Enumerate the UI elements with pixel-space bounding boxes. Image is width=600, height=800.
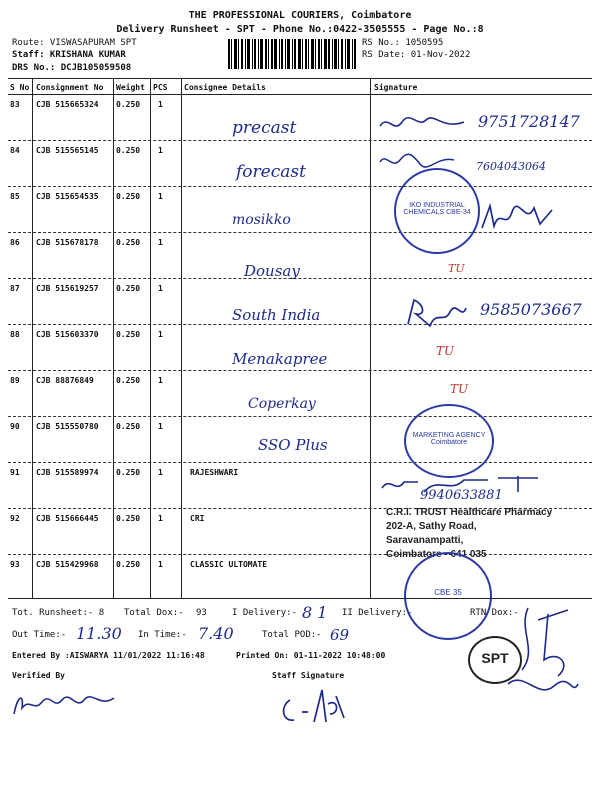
- row-weight: 0.250: [116, 192, 141, 201]
- signature-initials: TU: [436, 344, 455, 358]
- i-delivery-value: 8 1: [302, 603, 328, 622]
- barcode: [228, 39, 356, 69]
- staff-signature: [278, 684, 348, 732]
- row-consignment-no: CJB 515654535: [36, 192, 99, 201]
- row-pcs: 1: [158, 560, 163, 569]
- row-sno: 92: [10, 514, 20, 523]
- row-pcs: 1: [158, 192, 163, 201]
- signature-phone: 9940633881: [420, 488, 503, 503]
- stamp-text: MARKETING AGENCY Coimbatore: [412, 432, 486, 446]
- row-weight: 0.250: [116, 100, 141, 109]
- row-consignment-no: CJB 515619257: [36, 284, 99, 293]
- handwritten-consignee: Dousay: [244, 262, 300, 280]
- handwritten-consignee: Menakapree: [232, 350, 328, 368]
- col-divider: [113, 78, 114, 598]
- row-consignee: RAJESHWARI: [190, 468, 239, 477]
- row-consignment-no: CJB 515666445: [36, 514, 99, 523]
- row-weight: 0.250: [116, 146, 141, 155]
- row-weight: 0.250: [116, 514, 141, 523]
- row-weight: 0.250: [116, 560, 141, 569]
- row-divider: [8, 186, 592, 187]
- marketing-agency-stamp: [404, 404, 494, 478]
- row-pcs: 1: [158, 330, 163, 339]
- col-divider: [32, 78, 33, 598]
- row-pcs: 1: [158, 284, 163, 293]
- row-pcs: 1: [158, 238, 163, 247]
- total-pod-value: 69: [330, 626, 350, 644]
- stamp-line: Saravanampatti,: [386, 535, 464, 546]
- row-sno: 93: [10, 560, 20, 569]
- drs-number: DRS No.: DCJB105059508: [12, 63, 132, 73]
- printed-on: Printed On: 01-11-2022 10:48:00: [236, 651, 386, 660]
- in-time-value: 7.40: [198, 624, 234, 643]
- total-dox-label: Total Dox:-: [124, 608, 184, 618]
- rs-date: RS Date: 01-Nov-2022: [362, 50, 471, 60]
- entered-by: Entered By :AISWARYA 11/01/2022 11:16:48: [12, 651, 205, 660]
- verifier-signature: [10, 688, 120, 726]
- row-consignment-no: CJB 515665324: [36, 100, 99, 109]
- row-pcs: 1: [158, 422, 163, 431]
- staff-signature-label: Staff Signature: [272, 671, 345, 680]
- col-header-signature: Signature: [374, 83, 418, 92]
- row-consignment-no: CJB 515589974: [36, 468, 99, 477]
- table-top-rule: [8, 78, 592, 79]
- row-pcs: 1: [158, 468, 163, 477]
- stamp-line: 202-A, Sathy Road,: [386, 521, 477, 532]
- rs-number: RS No.: 1050595: [362, 38, 444, 48]
- stamp-line: Coimbatore - 641 035: [386, 549, 487, 560]
- row-sno: 87: [10, 284, 20, 293]
- total-pod-label: Total POD:-: [262, 630, 322, 640]
- signature-phone: 9585073667: [480, 300, 582, 319]
- col-divider: [150, 78, 151, 598]
- signature-phone: 9751728147: [478, 112, 580, 131]
- stamp-line: C.R.I. TRUST Healthcare Pharmacy: [386, 507, 553, 518]
- row-divider: [8, 140, 592, 141]
- signature-initials: TU: [450, 382, 469, 396]
- i-delivery-label: I Delivery:-: [232, 608, 298, 618]
- row-pcs: 1: [158, 514, 163, 523]
- out-time-value: 11.30: [76, 624, 122, 643]
- staff-label: Staff: KRISHANA KUMAR: [12, 50, 126, 60]
- row-sno: 86: [10, 238, 20, 247]
- col-header-weight: Weight: [116, 83, 145, 92]
- header-bottom-rule: [8, 94, 592, 95]
- stamp-text: IKO INDUSTRIAL CHEMICALS CBE-34: [403, 202, 471, 216]
- row-sno: 91: [10, 468, 20, 477]
- col-divider: [370, 78, 371, 598]
- company-name: THE PROFESSIONAL COURIERS, Coimbatore: [188, 10, 412, 21]
- signature-phone: 7604043064: [476, 160, 546, 173]
- route-label: Route: VISWASAPURAM SPT: [12, 38, 137, 48]
- col-header-consignee: Consignee Details: [184, 83, 266, 92]
- signature-scribble: [378, 112, 468, 140]
- signature-scribble: [478, 200, 558, 238]
- stamp-text: CBE 35: [434, 588, 462, 597]
- cbe-stamp: [404, 552, 492, 640]
- handwritten-consignee: mosikko: [232, 212, 291, 228]
- handwritten-consignee: SSO Plus: [258, 436, 328, 454]
- row-sno: 90: [10, 422, 20, 431]
- industrial-chemicals-stamp: [394, 168, 480, 254]
- total-dox-value: 93: [196, 608, 207, 618]
- row-pcs: 1: [158, 100, 163, 109]
- row-consignment-no: CJB 515550780: [36, 422, 99, 431]
- verified-by-label: Verified By: [12, 671, 65, 680]
- row-sno: 84: [10, 146, 20, 155]
- row-weight: 0.250: [116, 376, 141, 385]
- row-consignment-no: CJB 88876849: [36, 376, 94, 385]
- handwritten-consignee: South India: [232, 306, 321, 324]
- row-consignment-no: CJB 515429968: [36, 560, 99, 569]
- col-header-pcs: PCS: [153, 83, 168, 92]
- handwritten-consignee: precast: [232, 118, 297, 138]
- row-sno: 83: [10, 100, 20, 109]
- signature-initials: TU: [448, 262, 465, 275]
- row-pcs: 1: [158, 376, 163, 385]
- row-divider: [8, 324, 592, 325]
- totals-rule: [8, 598, 592, 599]
- out-time-label: Out Time:-: [12, 630, 67, 640]
- row-consignee: CRI: [190, 514, 205, 523]
- row-consignee: CLASSIC ULTOMATE: [190, 560, 268, 569]
- row-weight: 0.250: [116, 468, 141, 477]
- right-margin-signature: [498, 600, 582, 714]
- row-divider: [8, 416, 592, 417]
- col-divider: [181, 78, 182, 598]
- col-header-consignment: Consignment No: [36, 83, 104, 92]
- in-time-label: In Time:-: [138, 630, 187, 640]
- row-consignment-no: CJB 515603370: [36, 330, 99, 339]
- row-pcs: 1: [158, 146, 163, 155]
- row-sno: 85: [10, 192, 20, 201]
- total-runsheet: Tot. Runsheet:- 8: [12, 608, 105, 618]
- row-divider: [8, 278, 592, 279]
- col-header-sno: S No: [10, 83, 30, 92]
- handwritten-consignee: Coperkay: [248, 396, 316, 412]
- row-divider: [8, 370, 592, 371]
- cri-trust-stamp: [386, 506, 552, 562]
- row-sno: 89: [10, 376, 20, 385]
- ii-delivery-label: II Delivery:-: [342, 608, 413, 618]
- stamp-text: SPT: [481, 650, 509, 666]
- handwritten-consignee: forecast: [236, 162, 306, 182]
- row-consignment-no: CJB 515678178: [36, 238, 99, 247]
- row-weight: 0.250: [116, 330, 141, 339]
- row-weight: 0.250: [116, 238, 141, 247]
- runsheet-title: Delivery Runsheet - SPT - Phone No.:0422-3505555 - Page No.:8: [116, 24, 484, 35]
- row-divider: [8, 462, 592, 463]
- signature-scribble: [404, 296, 470, 334]
- rtn-dox-label: RTN Dox:-: [470, 608, 519, 618]
- row-weight: 0.250: [116, 284, 141, 293]
- row-weight: 0.250: [116, 422, 141, 431]
- row-sno: 88: [10, 330, 20, 339]
- row-consignment-no: CJB 515565145: [36, 146, 99, 155]
